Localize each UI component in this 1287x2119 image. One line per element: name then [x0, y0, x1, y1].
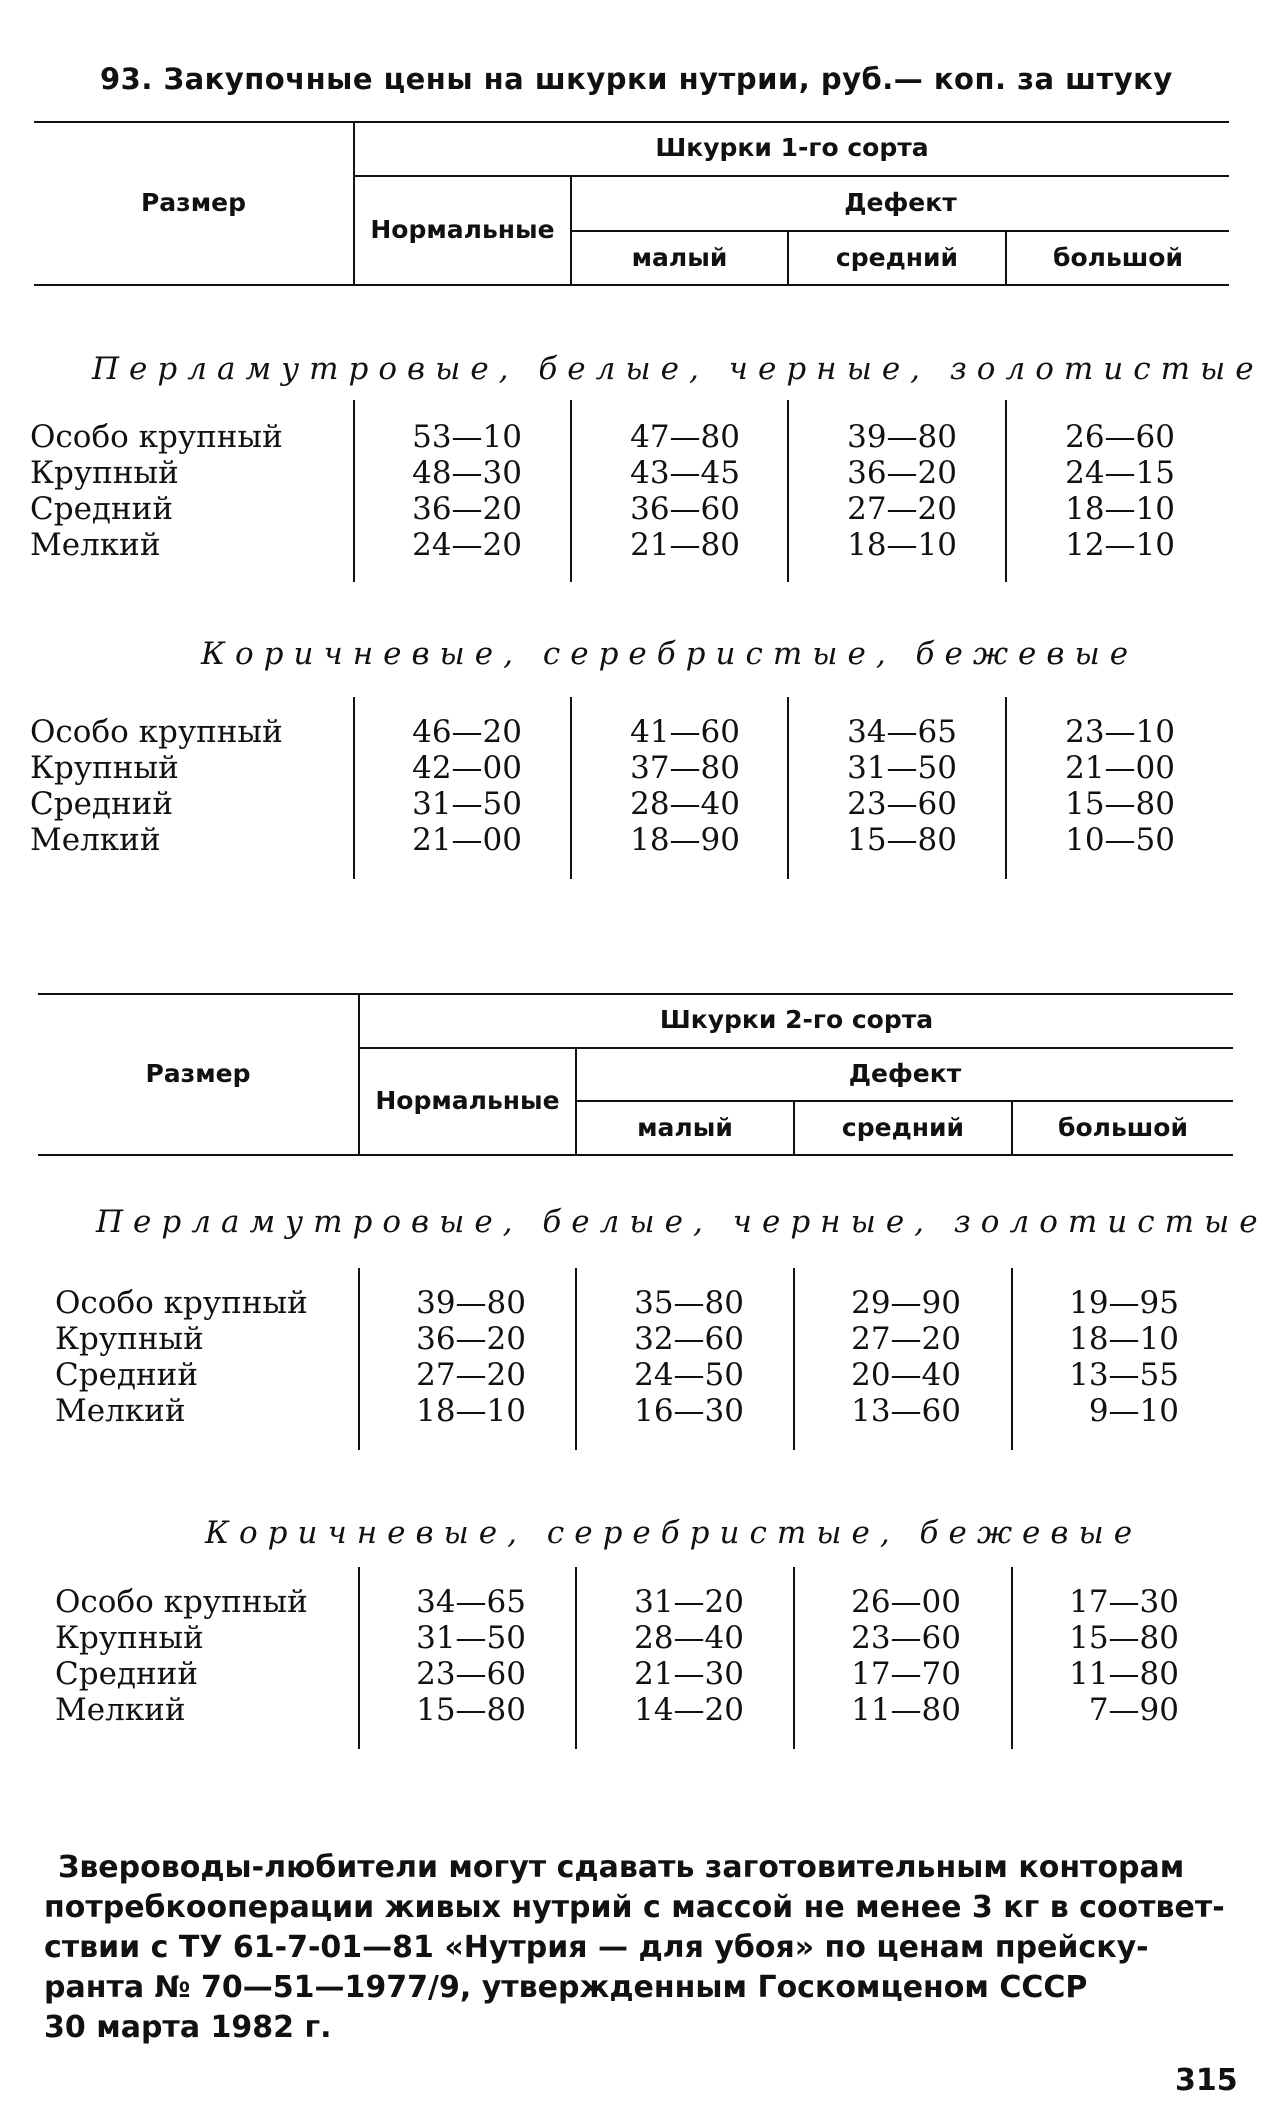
size-name: Мелкий — [55, 1692, 186, 1728]
body-paragraph — [44, 1848, 1244, 2048]
group-title: Коричневые, серебристые, бежевые — [205, 1515, 1143, 1551]
medium-defect-price: 27—20 — [851, 1321, 961, 1357]
size-name: Средний — [30, 786, 173, 822]
medium-defect-price: 17—70 — [851, 1656, 961, 1692]
large-defect-price: 19—95 — [1069, 1285, 1179, 1321]
header-rule — [354, 175, 1229, 177]
column-rule — [793, 1268, 795, 1450]
small-defect-price: 18—90 — [630, 822, 740, 858]
normal-price: 18—10 — [416, 1393, 526, 1429]
grade-header: Шкурки 1-го сорта — [655, 133, 929, 162]
header-bottom-rule — [38, 1154, 1233, 1156]
medium-defect-price: 26—00 — [851, 1584, 961, 1620]
column-rule — [575, 1268, 577, 1450]
size-name: Мелкий — [55, 1393, 186, 1429]
column-rule — [1005, 697, 1007, 879]
column-rule — [358, 1268, 360, 1450]
defect-medium-header: средний — [841, 1113, 965, 1142]
large-defect-price: 11—80 — [1069, 1656, 1179, 1692]
medium-defect-price: 18—10 — [847, 527, 957, 563]
page-number: 315 — [1175, 2063, 1238, 2098]
size-name: Средний — [30, 491, 173, 527]
small-defect-price: 31—20 — [634, 1584, 744, 1620]
defect-small-header: малый — [637, 1113, 733, 1142]
table-top-rule — [38, 993, 1233, 995]
medium-defect-price: 23—60 — [847, 786, 957, 822]
medium-defect-price: 27—20 — [847, 491, 957, 527]
column-rule — [353, 400, 355, 582]
medium-defect-price: 34—65 — [847, 714, 957, 750]
size-header: Размер — [140, 188, 246, 217]
group-title: Перламутровые, белые, черные, золотистые — [96, 1204, 1268, 1240]
normal-price: 27—20 — [416, 1357, 526, 1393]
column-rule — [1011, 1268, 1013, 1450]
large-defect-price: 24—15 — [1065, 455, 1175, 491]
paragraph-line: 30 марта 1982 г. — [44, 2010, 332, 2045]
large-defect-price: 21—00 — [1065, 750, 1175, 786]
medium-defect-price: 36—20 — [847, 455, 957, 491]
column-rule — [787, 697, 789, 879]
normal-header: Нормальные — [370, 215, 555, 244]
size-name: Средний — [55, 1656, 198, 1692]
defect-large-header: большой — [1058, 1113, 1188, 1142]
defect-small-header: малый — [631, 243, 728, 272]
small-defect-price: 36—60 — [630, 491, 740, 527]
medium-defect-price: 20—40 — [851, 1357, 961, 1393]
normal-price: 36—20 — [416, 1321, 526, 1357]
column-rule — [1011, 1567, 1013, 1749]
size-name: Средний — [55, 1357, 198, 1393]
normal-price: 36—20 — [412, 491, 522, 527]
paragraph-line: ствии с ТУ 61-7-01—81 «Нутрия — для убоя» по ценам прейску- — [44, 1930, 1149, 1965]
normal-price: 31—50 — [416, 1620, 526, 1656]
defect-large-header: большой — [1053, 243, 1183, 272]
normal-price: 24—20 — [412, 527, 522, 563]
defect-medium-header: средний — [835, 243, 959, 272]
medium-defect-price: 39—80 — [847, 419, 957, 455]
table-top-rule — [34, 121, 1229, 123]
large-defect-price: 9—10 — [1088, 1393, 1179, 1429]
large-defect-price: 18—10 — [1069, 1321, 1179, 1357]
column-rule — [570, 400, 572, 582]
column-rule — [358, 1567, 360, 1749]
normal-price: 15—80 — [416, 1692, 526, 1728]
normal-price: 21—00 — [412, 822, 522, 858]
small-defect-price: 21—80 — [630, 527, 740, 563]
medium-defect-price: 15—80 — [847, 822, 957, 858]
size-name: Крупный — [55, 1321, 204, 1357]
small-defect-price: 14—20 — [634, 1692, 744, 1728]
large-defect-price: 15—80 — [1065, 786, 1175, 822]
column-rule — [787, 400, 789, 582]
small-defect-price: 41—60 — [630, 714, 740, 750]
small-defect-price: 47—80 — [630, 419, 740, 455]
normal-price: 42—00 — [412, 750, 522, 786]
normal-price: 46—20 — [412, 714, 522, 750]
grade-header: Шкурки 2-го сорта — [659, 1005, 934, 1034]
small-defect-price: 32—60 — [634, 1321, 744, 1357]
normal-price: 34—65 — [416, 1584, 526, 1620]
medium-defect-price: 23—60 — [851, 1620, 961, 1656]
header-rule — [571, 230, 1229, 232]
small-defect-price: 16—30 — [634, 1393, 744, 1429]
size-name: Особо крупный — [30, 714, 283, 750]
large-defect-price: 13—55 — [1069, 1357, 1179, 1393]
defect-header: Дефект — [848, 1059, 962, 1088]
column-rule — [1005, 400, 1007, 582]
size-name: Мелкий — [30, 822, 161, 858]
large-defect-price: 10—50 — [1065, 822, 1175, 858]
small-defect-price: 43—45 — [630, 455, 740, 491]
column-rule — [793, 1567, 795, 1749]
medium-defect-price: 31—50 — [847, 750, 957, 786]
header-rule — [576, 1100, 1233, 1102]
large-defect-price: 12—10 — [1065, 527, 1175, 563]
paragraph-line: Звероводы-любители могут сдавать заготовительным конторам — [58, 1850, 1185, 1885]
normal-header: Нормальные — [375, 1086, 560, 1115]
size-header: Размер — [145, 1059, 251, 1088]
normal-price: 53—10 — [412, 419, 522, 455]
column-rule — [353, 697, 355, 879]
normal-price: 23—60 — [416, 1656, 526, 1692]
medium-defect-price: 11—80 — [851, 1692, 961, 1728]
small-defect-price: 28—40 — [630, 786, 740, 822]
header-rule — [359, 1047, 1233, 1049]
medium-defect-price: 13—60 — [851, 1393, 961, 1429]
size-name: Крупный — [55, 1620, 204, 1656]
small-defect-price: 28—40 — [634, 1620, 744, 1656]
normal-price: 31—50 — [412, 786, 522, 822]
defect-header: Дефект — [844, 188, 957, 217]
large-defect-price: 18—10 — [1065, 491, 1175, 527]
small-defect-price: 24—50 — [634, 1357, 744, 1393]
small-defect-price: 35—80 — [634, 1285, 744, 1321]
table-title: 93. Закупочные цены на шкурки нутрии, руб.— коп. за штуку — [100, 62, 1173, 96]
paragraph-line: потребкооперации живых нутрий с массой не менее 3 кг в соответ- — [44, 1890, 1225, 1925]
size-name: Особо крупный — [55, 1285, 308, 1321]
size-name: Крупный — [30, 455, 179, 491]
medium-defect-price: 29—90 — [851, 1285, 961, 1321]
large-defect-price: 7—90 — [1088, 1692, 1179, 1728]
large-defect-price: 15—80 — [1069, 1620, 1179, 1656]
size-name: Особо крупный — [55, 1584, 308, 1620]
large-defect-price: 17—30 — [1069, 1584, 1179, 1620]
paragraph-line: ранта № 70—51—1977/9, утвержденным Госкомценом СССР — [44, 1970, 1088, 2005]
size-name: Мелкий — [30, 527, 161, 563]
group-title: Коричневые, серебристые, бежевые — [201, 636, 1139, 672]
header-bottom-rule — [34, 284, 1229, 286]
small-defect-price: 37—80 — [630, 750, 740, 786]
normal-price: 39—80 — [416, 1285, 526, 1321]
column-rule — [570, 697, 572, 879]
small-defect-price: 21—30 — [634, 1656, 744, 1692]
size-name: Крупный — [30, 750, 179, 786]
large-defect-price: 26—60 — [1065, 419, 1175, 455]
size-name: Особо крупный — [30, 419, 283, 455]
normal-price: 48—30 — [412, 455, 522, 491]
column-rule — [575, 1567, 577, 1749]
group-title: Перламутровые, белые, черные, золотистые — [92, 351, 1264, 387]
large-defect-price: 23—10 — [1065, 714, 1175, 750]
